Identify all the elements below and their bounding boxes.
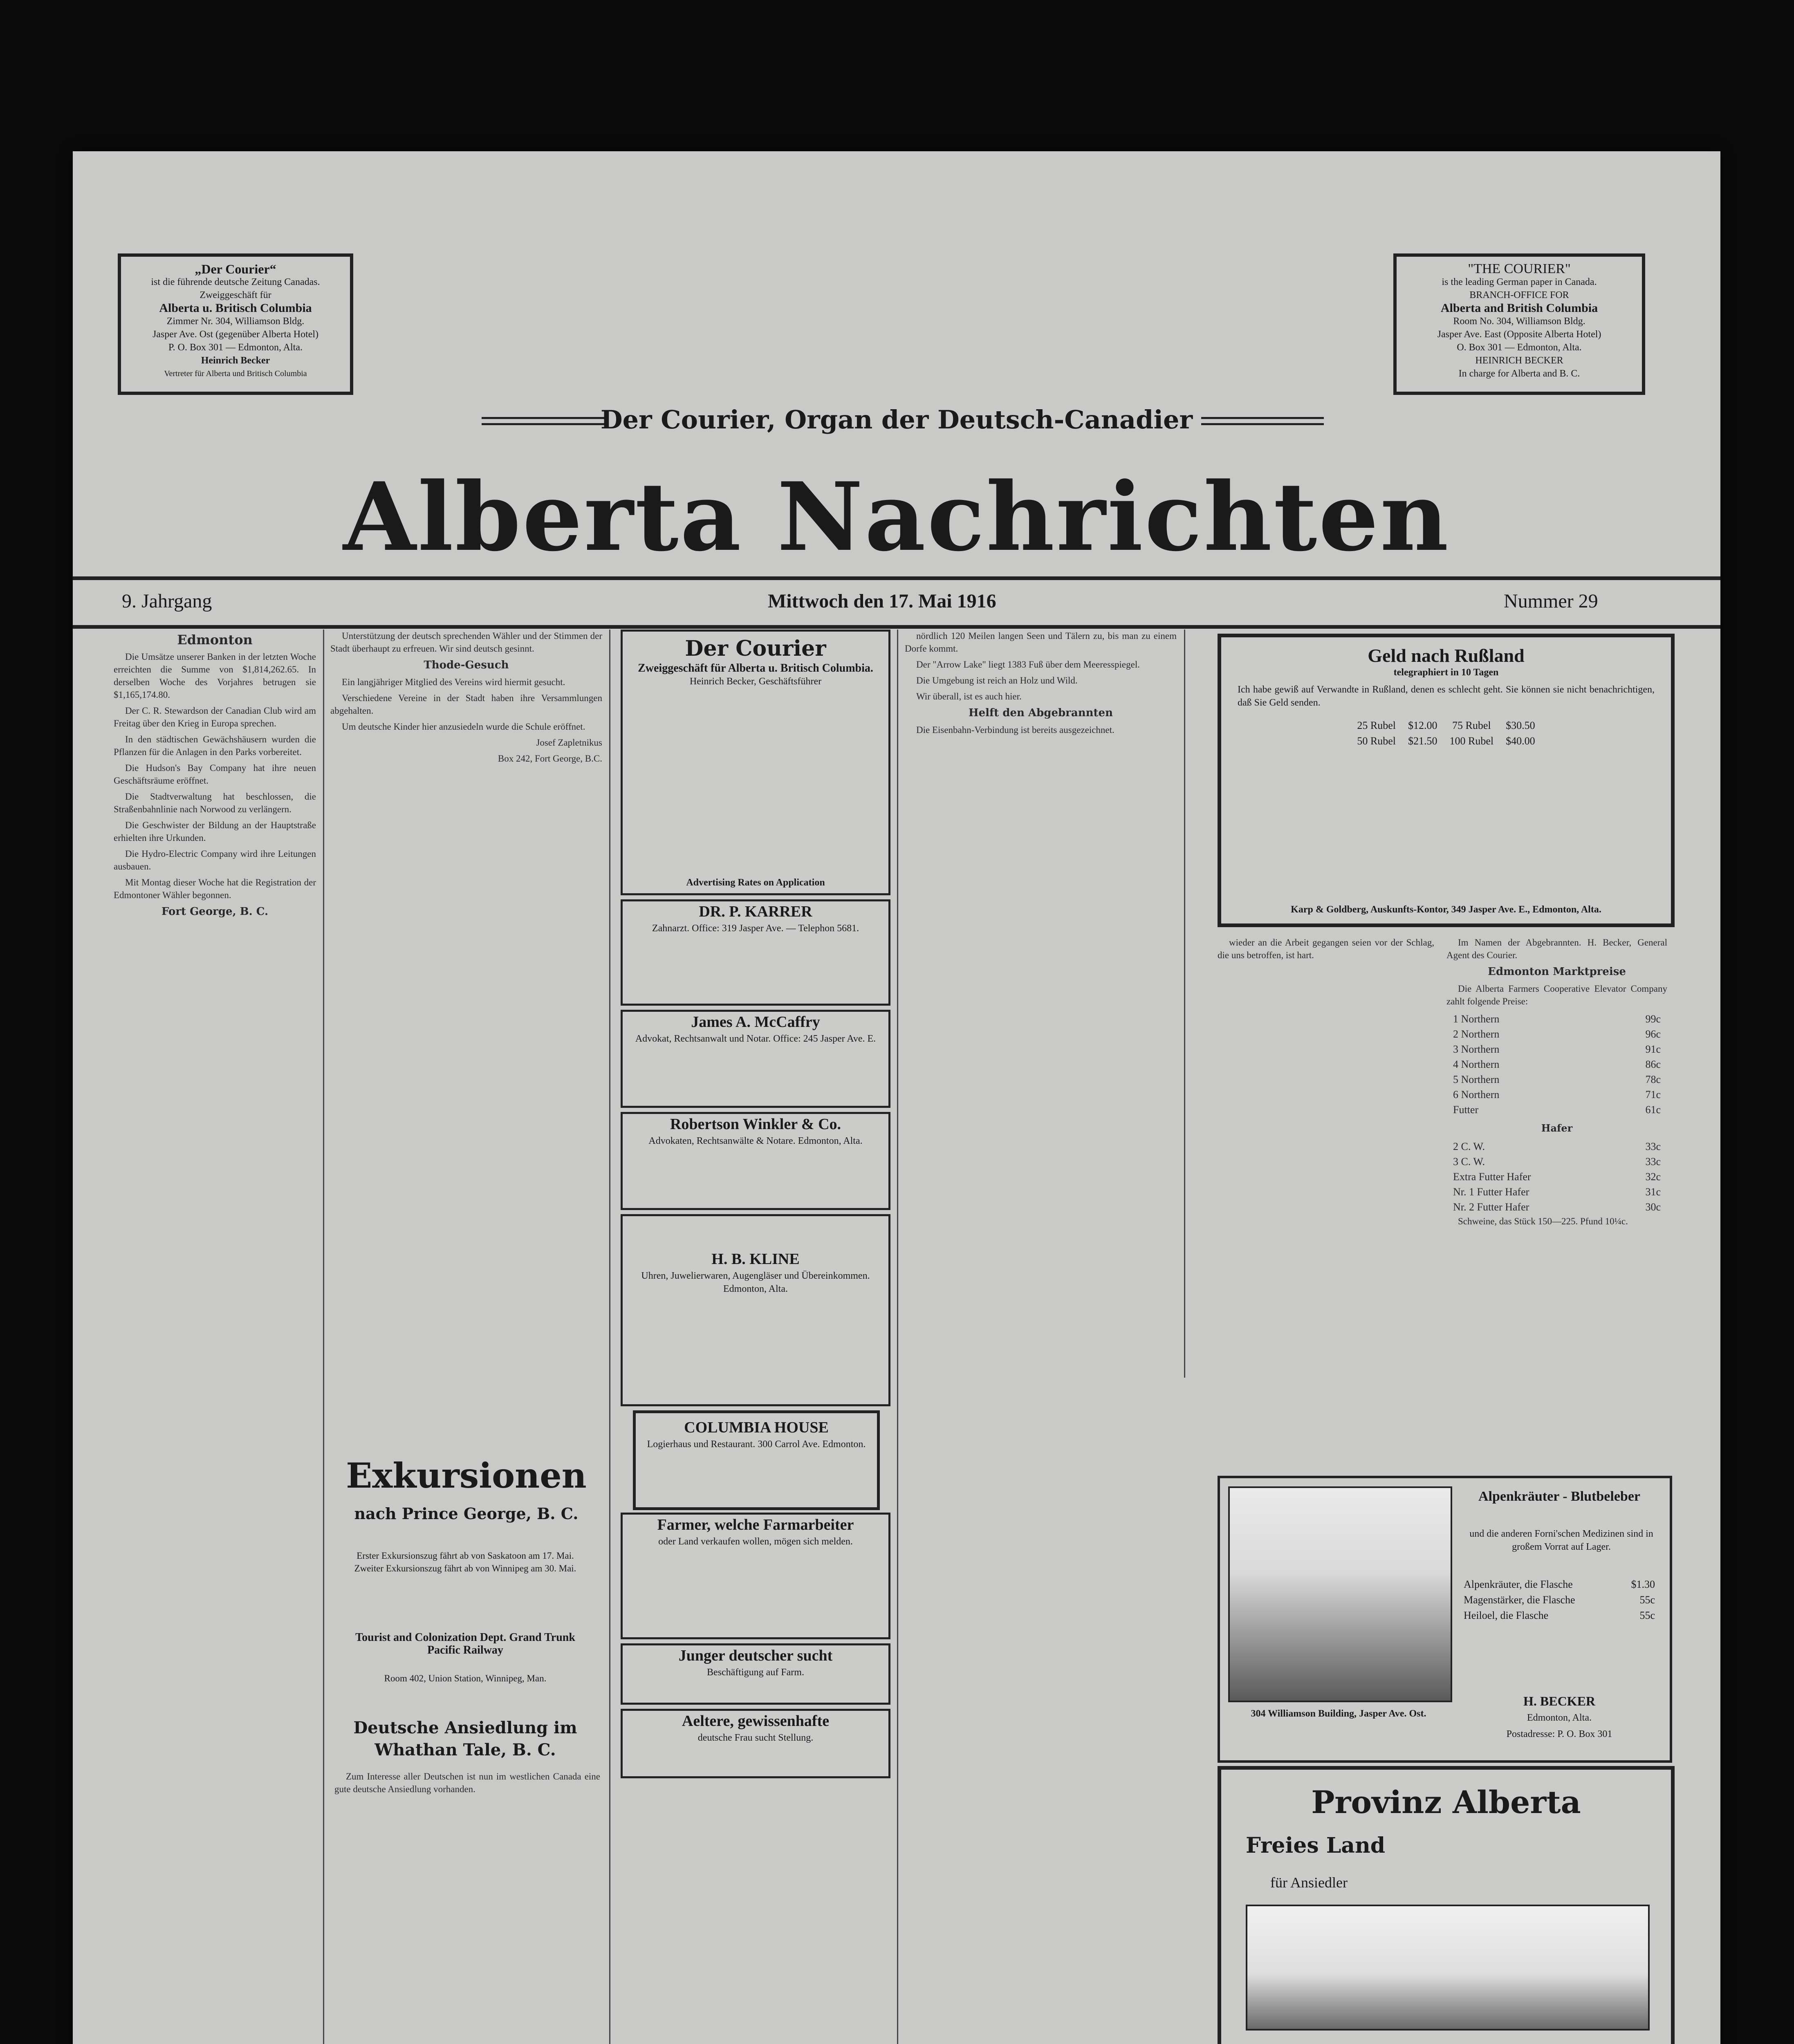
column-two	[330, 630, 602, 1439]
price: 91c	[1645, 1043, 1661, 1055]
grade: Nr. 1 Futter Hafer	[1453, 1186, 1529, 1198]
price: 96c	[1645, 1028, 1661, 1040]
article-paragraph: Die Eisenbahn-Verbindung ist bereits ausgezeichnet.	[916, 725, 1115, 735]
farmer-ad	[621, 1513, 890, 1639]
left-box-line: Zimmer Nr. 304, Williamson Bldg.	[166, 316, 305, 327]
price-row	[1447, 1139, 1666, 1154]
section-heading: Helft den Abgebrannten	[969, 707, 1113, 719]
article-paragraph: Die Geschwister der Bildung an der Hauptstraße erhielten ihre Urkunden.	[114, 820, 316, 843]
newspaper-page	[73, 151, 1720, 2044]
signature: Josef Zapletnikus	[536, 737, 602, 748]
grade: Extra Futter Hafer	[1453, 1171, 1531, 1183]
article-paragraph: Um deutsche Kinder hier anzusiedeln wurde die Schule eröffnet.	[342, 722, 585, 732]
left-box-line: P. O. Box 301 — Edmonton, Alta.	[168, 342, 303, 353]
article-paragraph: Unterstützung der deutsch sprechenden Wähler und der Stimmen der Stadt überhaupt zu erfreuen. Wir sind deutsch gesinnt.	[330, 631, 602, 654]
rate-row	[1351, 734, 1541, 749]
price-row	[1447, 1072, 1666, 1087]
article-paragraph: Verschiedene Vereine in der Stadt haben ihre Versammlungen abgehalten.	[330, 693, 602, 716]
ad-name: Robertson Winkler & Co.	[670, 1116, 841, 1133]
price: 55c	[1639, 1594, 1655, 1606]
price: 30c	[1645, 1201, 1661, 1213]
left-box-line: Zweiggeschäft für	[200, 290, 271, 300]
ad-text: Beschäftigung auf Farm.	[707, 1667, 804, 1678]
ad-text: Uhren, Juwelierwaren, Augengläser und Übereinkommen. Edmonton, Alta.	[641, 1271, 870, 1294]
wheat-prices-table	[1446, 1011, 1667, 1118]
price-row	[1447, 1042, 1666, 1056]
price: 99c	[1645, 1013, 1661, 1025]
article-paragraph: Die Stadtverwaltung hat beschlossen, die Straßenbahnlinie nach Norwood zu verlängern.	[114, 791, 316, 814]
product: Magenstärker, die Flasche	[1464, 1594, 1575, 1606]
column-rule	[323, 630, 324, 2044]
price-row	[1458, 1593, 1661, 1607]
young-german-ad	[621, 1643, 890, 1705]
issue-number: Nummer 29	[1504, 590, 1598, 612]
article-paragraph: Ein langjähriger Mitglied des Vereins wird hiermit gesucht.	[342, 677, 565, 687]
ad-text: Advokaten, Rechtsanwälte & Notare. Edmonton, Alta.	[648, 1136, 863, 1146]
grade: 6 Northern	[1453, 1089, 1500, 1100]
grade: 2 Northern	[1453, 1028, 1500, 1040]
rate-value: $40.00	[1506, 735, 1535, 747]
ad-name: Aeltere, gewissenhafte	[682, 1712, 830, 1730]
herbs-ad	[1218, 1476, 1672, 1763]
ad-name: Junger deutscher sucht	[678, 1647, 833, 1664]
left-box-line: Jasper Ave. Ost (gegenüber Alberta Hotel)	[152, 329, 319, 340]
rate-label: 100 Rubel	[1449, 735, 1494, 747]
building-caption: 304 Williamson Building, Jasper Ave. Ost.	[1251, 1708, 1426, 1719]
herbs-box: Postadresse: P. O. Box 301	[1506, 1729, 1612, 1739]
volume-label: 9. Jahrgang	[122, 590, 212, 612]
right-box-line: O. Box 301 — Edmonton, Alta.	[1457, 342, 1582, 353]
for-settlers: für Ansiedler	[1270, 1874, 1348, 1891]
free-land: Freies Land	[1246, 1833, 1386, 1858]
price-row	[1447, 1170, 1666, 1184]
issue-date: Mittwoch den 17. Mai 1916	[768, 590, 996, 612]
oats-prices-table	[1446, 1139, 1667, 1215]
price: 61c	[1645, 1104, 1661, 1116]
grade: 5 Northern	[1453, 1074, 1500, 1085]
article-paragraph: Wir überall, ist es auch hier.	[916, 691, 1022, 702]
herbs-seller: H. BECKER	[1523, 1694, 1596, 1708]
courier-ad	[621, 630, 890, 895]
column-four	[905, 630, 1177, 2044]
left-box-title: „Der Courier“	[195, 262, 276, 276]
right-box-line: is the leading German paper in Canada.	[1442, 277, 1597, 287]
farmhouse-photo	[1246, 1905, 1650, 2031]
ad-text: oder Land verkaufen wollen, mögen sich melden.	[658, 1536, 853, 1547]
article-paragraph: wieder an die Arbeit gegangen seien vor der Schlag, die uns betroffen, ist hart.	[1218, 937, 1434, 960]
masthead-left-box	[118, 253, 353, 395]
ad-name: H. B. KLINE	[711, 1251, 800, 1268]
masthead-right-box	[1393, 253, 1645, 395]
province-title: Provinz Alberta	[1311, 1784, 1581, 1820]
hog-prices: Schweine, das Stück 150—225. Pfund 10¼c.	[1458, 1216, 1628, 1226]
ad-name: COLUMBIA HOUSE	[684, 1419, 829, 1436]
price: 31c	[1645, 1186, 1661, 1198]
price-row	[1447, 1200, 1666, 1214]
article-paragraph: Im Namen der Abgebrannten. H. Becker, General Agent des Courier.	[1446, 937, 1667, 960]
section-heading: Thode-Gesuch	[424, 659, 509, 671]
article-paragraph: Zum Interesse aller Deutschen ist nun im westlichen Canada eine gute deutsche Ansiedlung vorhanden.	[334, 1771, 600, 1794]
excursion-footer: Tourist and Colonization Dept. Grand Trunk Pacific Railway	[355, 1631, 575, 1656]
russia-ad-title: Geld nach Rußland	[1368, 645, 1525, 666]
price-row	[1458, 1577, 1661, 1592]
grade: 3 C. W.	[1453, 1156, 1485, 1168]
column-rule	[1184, 630, 1185, 1378]
grade: Nr. 2 Futter Hafer	[1453, 1201, 1529, 1213]
grade: 3 Northern	[1453, 1043, 1500, 1055]
price: 33c	[1645, 1156, 1661, 1168]
section-heading: Edmonton	[177, 632, 253, 648]
courier-ad-title: Der Courier	[685, 636, 826, 661]
column-five-right	[1446, 936, 1667, 1468]
building-photo	[1228, 1486, 1452, 1702]
price-row	[1447, 1103, 1666, 1117]
left-box-line: Alberta u. Britisch Columbia	[159, 301, 312, 315]
settlement-title: Deutsche Ansiedlung im Whathan Tale, B. C.	[353, 1718, 577, 1759]
rate-value: $12.00	[1408, 719, 1437, 731]
rate-row	[1351, 718, 1541, 733]
ad-name: DR. P. KARRER	[699, 903, 812, 920]
right-box-line: In charge for Alberta and B. C.	[1458, 368, 1580, 379]
product: Heiloel, die Flasche	[1464, 1609, 1549, 1621]
article-paragraph: Die Hudson's Bay Company hat ihre neuen Geschäftsräume eröffnet.	[114, 763, 316, 786]
ad-text: deutsche Frau sucht Stellung.	[697, 1732, 814, 1743]
column-rule	[897, 630, 898, 2044]
province-alberta-ad	[1218, 1766, 1675, 2044]
market-title: Edmonton Marktpreise	[1488, 966, 1626, 978]
article-paragraph: Die Hydro-Electric Company wird ihre Leitungen ausbauen.	[114, 849, 316, 872]
price-row	[1447, 1057, 1666, 1071]
column-rule	[609, 630, 610, 2044]
right-box-line: BRANCH-OFFICE FOR	[1469, 290, 1569, 300]
section-heading: Fort George, B. C.	[161, 905, 269, 918]
article-paragraph: nördlich 120 Meilen langen Seen und Tälern zu, bis man zu einem Dorfe kommt.	[905, 631, 1177, 654]
price-row	[1447, 1012, 1666, 1026]
left-box-line: ist die führende deutsche Zeitung Canadas.	[151, 277, 320, 287]
price: 86c	[1645, 1058, 1661, 1070]
left-box-line: Heinrich Becker	[201, 355, 270, 366]
article-paragraph: Der "Arrow Lake" liegt 1383 Fuß über dem Meeresspiegel.	[916, 659, 1140, 670]
article-paragraph: Der C. R. Stewardson der Canadian Club wird am Freitag über den Krieg in Europa sprechen.	[114, 706, 316, 728]
price-row	[1447, 1087, 1666, 1102]
excursion-text: Erster Exkursionszug fährt ab von Saskatoon am 17. Mai. Zweiter Exkursionszug fährt ab von Winnipeg am 30. Mai.	[354, 1551, 576, 1573]
column-edmonton	[114, 630, 316, 2044]
grade: Futter	[1453, 1104, 1479, 1116]
karrer-ad	[621, 899, 890, 1006]
rate-value: $21.50	[1408, 735, 1437, 747]
price: 55c	[1639, 1609, 1655, 1621]
rate-label: 50 Rubel	[1357, 735, 1396, 747]
price: 71c	[1645, 1089, 1661, 1100]
price: 33c	[1645, 1141, 1661, 1152]
ad-name: Farmer, welche Farmarbeiter	[657, 1516, 854, 1533]
right-box-line: Alberta and British Columbia	[1440, 301, 1598, 315]
oats-title: Hafer	[1541, 1122, 1573, 1134]
article-paragraph: Die Umsätze unserer Banken in der letzten Woche erreichten die Summe von $1,814,262.65. In derselben Woche des Vorjahres betrugen sie $1,165,174.80.	[114, 652, 316, 700]
russia-rates-table	[1350, 717, 1541, 749]
herbs-city: Edmonton, Alta.	[1527, 1712, 1592, 1723]
article-paragraph: Mit Montag dieser Woche hat die Registration der Edmontoner Wähler begonnen.	[114, 877, 316, 900]
ad-text: Logierhaus und Restaurant. 300 Carrol Ave. Edmonton.	[647, 1439, 866, 1450]
ad-name: James A. McCaffry	[691, 1013, 820, 1031]
left-box-line: Vertreter für Alberta und Britisch Columbia	[164, 369, 307, 378]
russia-money-ad	[1218, 634, 1675, 927]
price: 32c	[1645, 1171, 1661, 1183]
courier-ad-subtitle: Zweiggeschäft für Alberta u. Britisch Columbia.	[638, 662, 873, 675]
herbs-text: und die anderen Forni'schen Medizinen sind in großem Vorrat auf Lager.	[1469, 1529, 1653, 1552]
grade: 1 Northern	[1453, 1013, 1500, 1025]
columbia-house-ad	[633, 1410, 880, 1510]
price: 78c	[1645, 1074, 1661, 1085]
mccaffry-ad	[621, 1010, 890, 1108]
excursion-subtitle: nach Prince George, B. C.	[354, 1504, 579, 1523]
courier-ad-line: Heinrich Becker, Geschäftsführer	[689, 676, 822, 687]
herbs-price-table	[1457, 1576, 1662, 1624]
ad-text: Zahnarzt. Office: 319 Jasper Ave. — Telephon 5681.	[652, 923, 859, 934]
right-box-line: Jasper Ave. East (Opposite Alberta Hotel)	[1437, 329, 1601, 340]
newspaper-title: Alberta Nachrichten	[343, 462, 1450, 572]
herbs-title: Alpenkräuter - Blutbeleber	[1478, 1489, 1640, 1504]
rate-value: $30.50	[1506, 719, 1535, 731]
address: Box 242, Fort George, B.C.	[498, 753, 602, 764]
russia-ad-subtitle: telegraphiert in 10 Tagen	[1393, 667, 1499, 678]
excursion-room: Room 402, Union Station, Winnipeg, Man.	[384, 1673, 547, 1683]
organ-line: Der Courier, Organ der Deutsch-Canadier	[600, 405, 1193, 435]
grade: 4 Northern	[1453, 1058, 1500, 1070]
russia-ad-text: Ich habe gewiß auf Verwandte in Rußland, denen es schlecht geht. Sie können sie nicht benachrichtigen, daß Sie Geld senden.	[1238, 684, 1655, 708]
ad-text: Advokat, Rechtsanwalt und Notar. Office: 245 Jasper Ave. E.	[635, 1033, 876, 1044]
courier-ad-footer: Advertising Rates on Application	[686, 877, 825, 888]
kline-ad	[621, 1214, 890, 1406]
right-box-line: Room No. 304, Williamson Bldg.	[1453, 316, 1585, 327]
article-paragraph: In den städtischen Gewächshäusern wurden die Pflanzen für die Anlagen in den Parks vorbereitet.	[114, 734, 316, 757]
price-row	[1458, 1608, 1661, 1623]
excursion-title: Exkursionen	[346, 1455, 587, 1496]
article-paragraph: Die Umgebung ist reich an Holz und Wild.	[916, 675, 1078, 686]
grade: 2 C. W.	[1453, 1141, 1485, 1152]
column-five-left	[1218, 936, 1434, 1468]
market-intro: Die Alberta Farmers Cooperative Elevator Company zahlt folgende Preise:	[1446, 984, 1667, 1006]
price: $1.30	[1631, 1578, 1655, 1590]
dateline-bar	[73, 576, 1720, 629]
price-row	[1447, 1154, 1666, 1169]
right-box-line: HEINRICH BECKER	[1475, 355, 1563, 366]
price-row	[1447, 1027, 1666, 1041]
older-woman-ad	[621, 1709, 890, 1778]
settlement-text	[334, 1770, 600, 2044]
rate-label: 25 Rubel	[1357, 719, 1396, 731]
rate-label: 75 Rubel	[1452, 719, 1491, 731]
right-box-title: "THE COURIER"	[1468, 261, 1571, 276]
russia-ad-footer: Karp & Goldberg, Auskunfts-Kontor, 349 Jasper Ave. E., Edmonton, Alta.	[1291, 904, 1601, 915]
product: Alpenkräuter, die Flasche	[1464, 1578, 1573, 1590]
robertson-ad	[621, 1112, 890, 1210]
price-row	[1447, 1185, 1666, 1199]
